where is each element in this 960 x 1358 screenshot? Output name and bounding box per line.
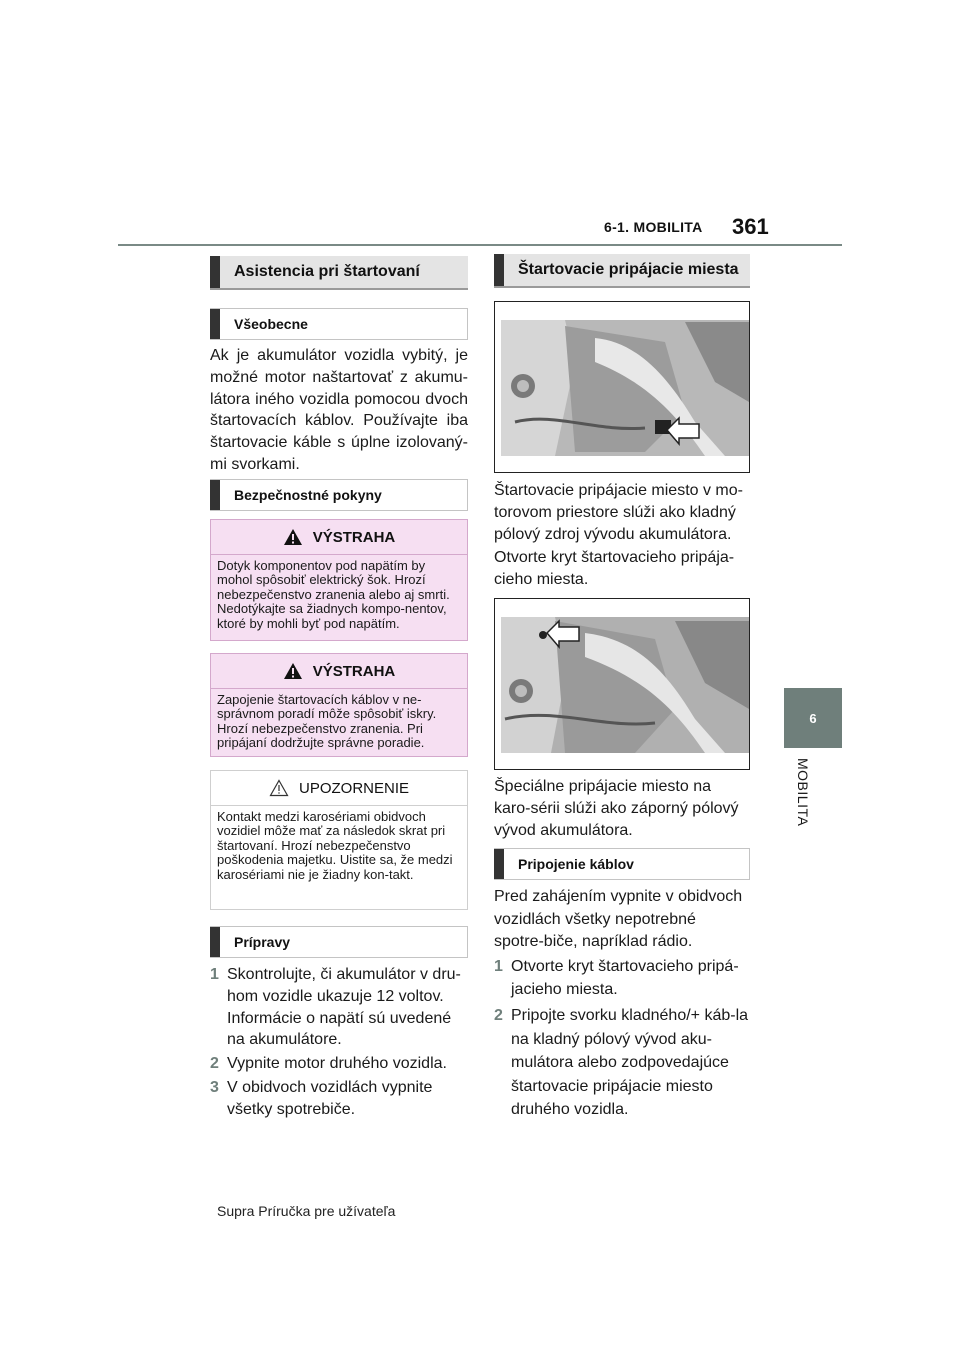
footer-manual-title: Supra Príručka pre užívateľa	[217, 1203, 396, 1219]
engine-bay-photo-negative	[494, 598, 750, 770]
section-heading-jump-start	[210, 256, 468, 290]
notice-header	[211, 771, 467, 806]
section-title: Asistencia pri štartovaní	[234, 263, 420, 280]
warning-text: Dotyk komponentov pod napätím by mohol spôsobiť elektrický šok. Hrozí nebezpečenstvo zranenia alebo aj smrti. Nedotýkajte sa žiadnych kompo-nentov, ktoré by mohli byť pod napätím.	[217, 558, 450, 631]
notice-text: Kontakt medzi karosériami obidvoch vozidiel môže mať za následok skrat pri štartovaní. Hrozí nebezpečenstvo poškodenia majetku. Uistite sa, že medzi karosériami nie je žiadny kon-takt.	[217, 809, 453, 882]
section-title: Štartovacie pripájacie miesta	[518, 261, 739, 278]
page-number: 361	[732, 214, 769, 239]
general-paragraph: Ak je akumulátor vozidla vybitý, je možné motor naštartovať z akumu-látora iného vozidla pomocou dvoch štartovacích káblov. Používajte iba štartovacie káble s úplne izolovaný-mi svorkami.	[210, 347, 468, 473]
list-item: 1 Skontrolujte, či akumulátor v dru-hom vozidle ukazuje 12 voltov. Informácie o napätí sú uvedené na akumulátore.	[210, 966, 461, 1049]
chapter-number: 6	[809, 710, 817, 726]
caution-triangle-icon	[269, 779, 289, 797]
engine-bay-photo-positive	[494, 301, 750, 473]
subheading-text: Bezpečnostné pokyny	[234, 487, 382, 503]
warning-title: VÝSTRAHA	[312, 662, 396, 680]
notice-title: UPOZORNENIE	[298, 779, 409, 797]
notice-box-short-circuit	[210, 770, 468, 910]
subheading-text: Všeobecne	[234, 316, 308, 332]
warning-header	[211, 654, 467, 689]
subheading-connect-cables	[494, 848, 750, 880]
warning-triangle-icon	[283, 528, 303, 546]
header-rule	[118, 244, 842, 246]
list-item: 2 Vypnite motor druhého vozidla.	[210, 1055, 447, 1073]
warning-text: Zapojenie štartovacích káblov v ne-správnom poradí môže spôsobiť iskry. Hrozí nebezpečenstvo zranenia. Pri pripájaní dodržujte správne poradie.	[217, 692, 437, 751]
subheading-text: Prípravy	[234, 934, 291, 950]
subheading-preparation	[210, 926, 468, 958]
list-item: 2 Pripojte svorku kladného/+ káb-la na kladný pólový vývod aku-mulátora alebo zodpovedajúce štartovacie pripájacie miesto druhého vozidla.	[494, 1007, 749, 1118]
paragraph-positive-point: Štartovacie pripájacie miesto v mo-torovom priestore slúži ako kladný pólový zdroj vývodu akumulátora.	[494, 482, 743, 543]
engine-bay-illustration	[495, 599, 749, 769]
chapter-tab	[784, 688, 842, 748]
section-label: 6-1. MOBILITA	[604, 219, 703, 235]
paragraph-switch-off: Pred zahájením vypnite v obidvoch vozidlách všetky nepotrebné spotre-biče, napríklad rádio.	[494, 888, 743, 950]
paragraph-open-cover: Otvorte kryt štartovacieho pripája-cieho miesta.	[494, 549, 735, 588]
warning-triangle-icon	[283, 662, 303, 680]
subheading-general	[210, 308, 468, 340]
warning-title: VÝSTRAHA	[312, 528, 396, 546]
connection-steps	[494, 956, 750, 1122]
warning-box-order	[210, 653, 468, 757]
paragraph-negative-point: Špeciálne pripájacie miesto na karo-sérii slúži ako záporný pólový vývod akumulátora.	[494, 778, 739, 839]
list-item: 1 Otvorte kryt štartovacieho pripá-jacieho miesta.	[494, 958, 739, 998]
subheading-safety	[210, 479, 468, 511]
warning-header	[211, 520, 467, 555]
subheading-text: Pripojenie káblov	[518, 856, 634, 872]
warning-box-shock	[210, 519, 468, 641]
preparation-steps	[210, 964, 468, 1121]
engine-bay-illustration	[495, 302, 749, 472]
list-item: 3 V obidvoch vozidlách vypnite všetky spotrebiče.	[210, 1078, 433, 1118]
chapter-label: MOBILITA	[795, 758, 811, 827]
section-heading-connection-points	[494, 254, 750, 288]
